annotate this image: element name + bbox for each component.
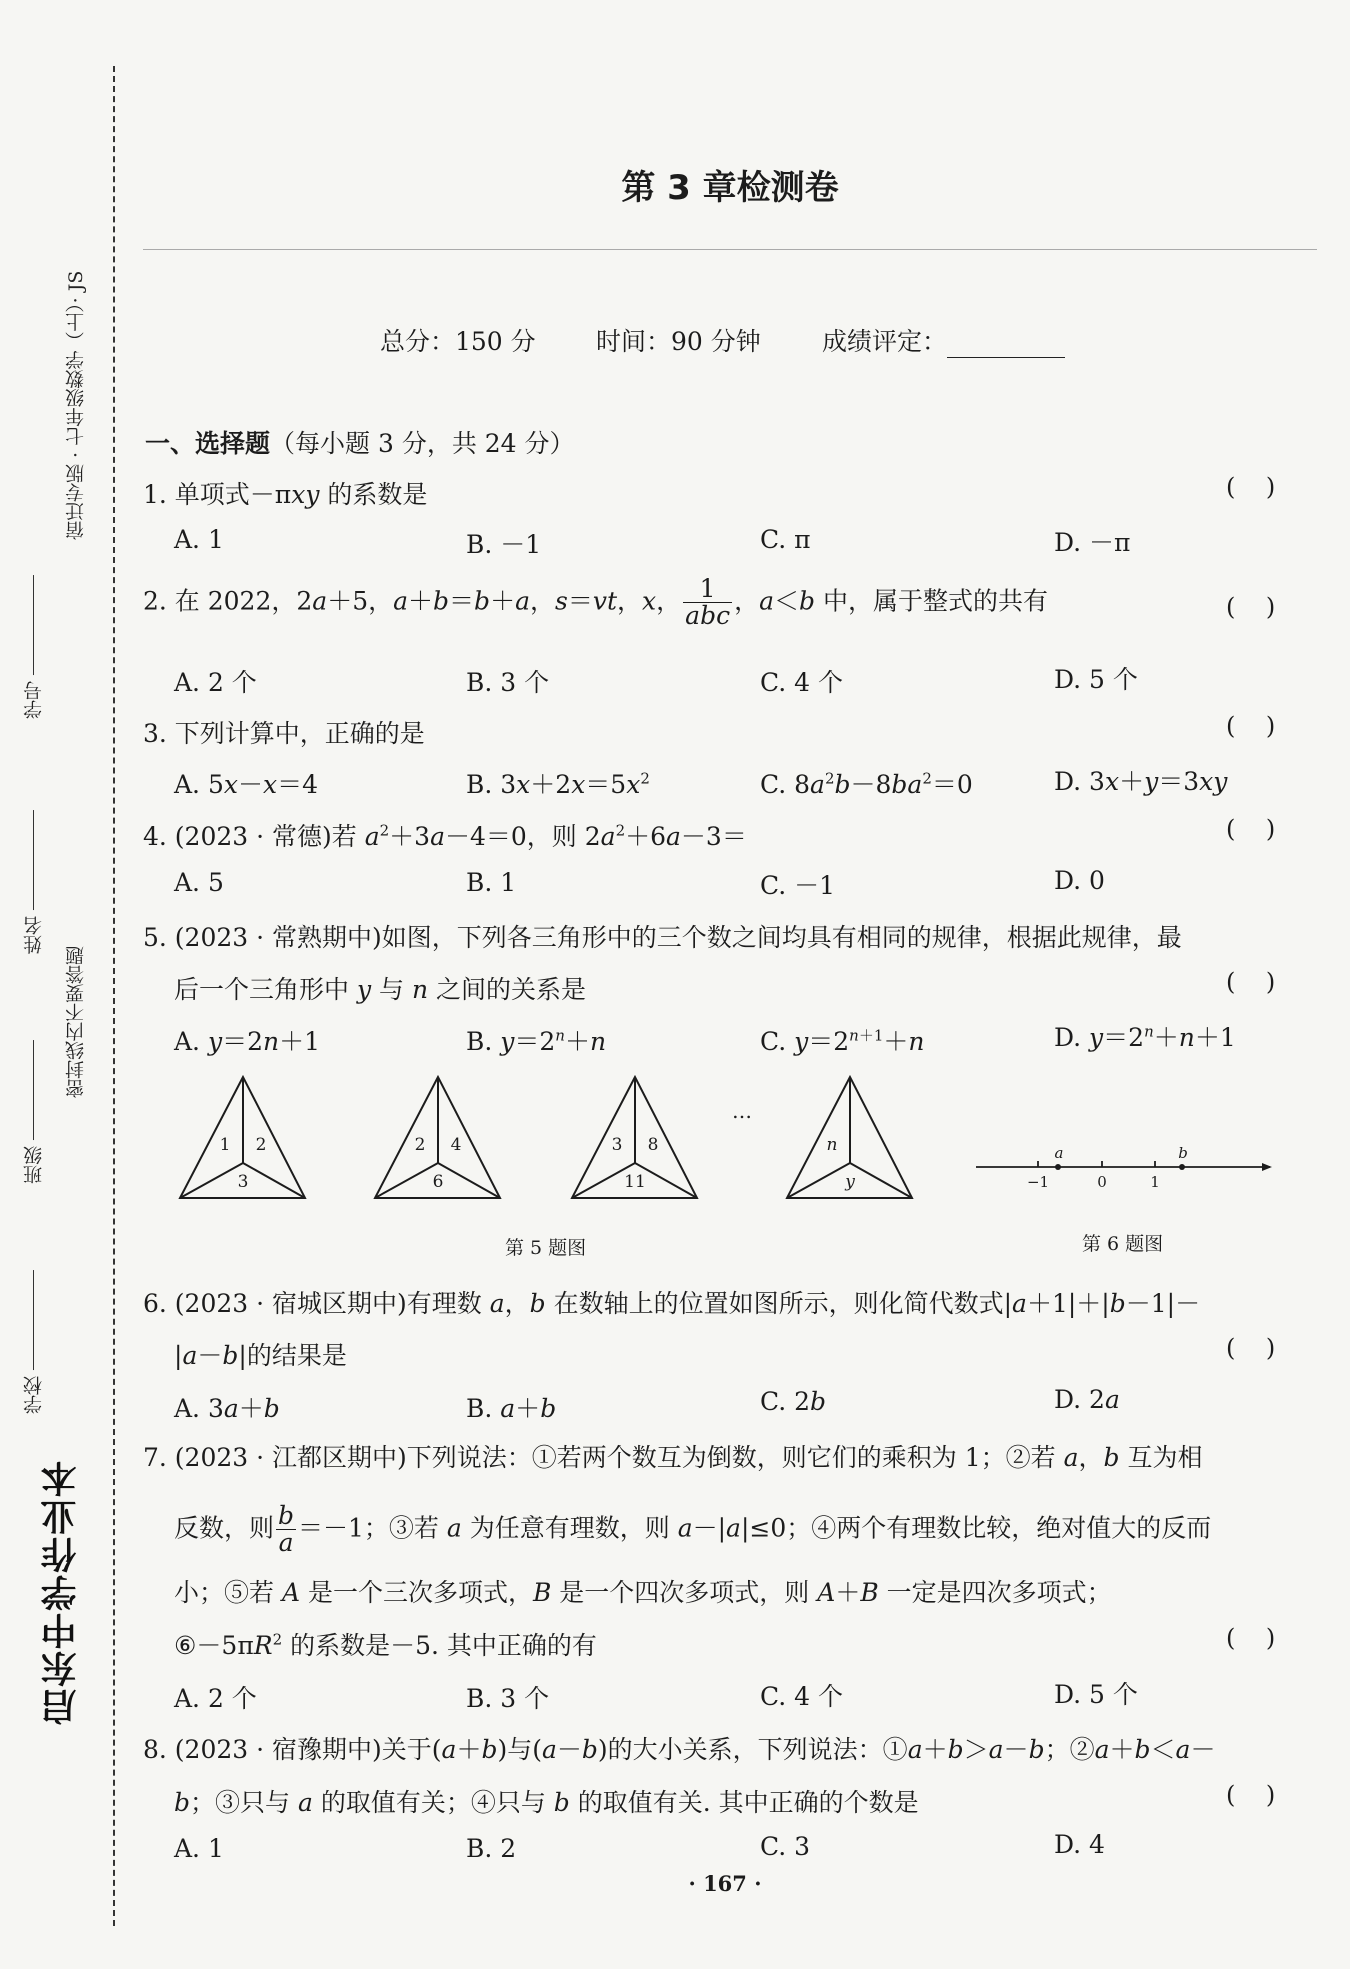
seat-label: 学号 [23,681,45,720]
q3-option-b: B. $3x+2x=5x^2$ [466,769,650,799]
title-rule [143,249,1317,250]
figure-6-caption: 第 6 题图 [1082,1233,1164,1255]
school-field [20,1270,47,1414]
q7-option-c: C. 4 个 [760,1682,843,1711]
series-label: 宿迁专版 · 七年级数学（上）· JS [65,270,87,540]
question-4: 4. (2023 · 常德)若 $a^2+3a-4=0$，则 $2a^2+6a-3=$ [143,821,747,851]
question-6-line-1: 6. (2023 · 宿城区期中)有理数 a，b 在数轴上的位置如图所示，则化简代数式|a＋1|＋|b－1|－ [143,1289,1201,1318]
class-field [20,1040,47,1184]
figure-5-triangles [170,1068,960,1233]
answer-paren-5[interactable]: ( ) [1226,968,1276,996]
answer-paren-2[interactable]: ( ) [1226,593,1276,621]
q7-option-a: A. 2 个 [174,1684,257,1713]
total-score: 总分：150 分 [380,327,536,356]
q3-option-d: D. 3x＋y＝3xy [1054,767,1228,796]
q4-option-b: B. 1 [466,868,517,897]
q6-option-c: C. 2b [760,1387,827,1416]
tick-minus-1: −1 [1026,1173,1050,1191]
q7-option-b: B. 3 个 [466,1684,550,1713]
q1-option-b: B. －1 [466,530,542,559]
question-5-line-2: 后一个三角形中 y 与 n 之间的关系是 [174,975,587,1004]
q6-option-d: D. 2a [1054,1385,1120,1414]
triangle-2-bottom: 6 [432,1172,444,1192]
q6-option-a: A. 3a＋b [174,1394,280,1423]
q8-option-b: B. 2 [466,1834,517,1863]
triangle-1-left: 1 [219,1135,231,1155]
point-a-label: a [1054,1144,1064,1162]
question-7-line-4: $⑥-5\pi R^2$ 的系数是－5. 其中正确的有 [174,1630,597,1660]
section-title: 一、选择题 [145,429,271,458]
school-label: 学校 [23,1376,45,1415]
answer-paren-6[interactable]: ( ) [1226,1334,1276,1362]
question-2: 2. 在 2022，2a＋5，a＋b＝b＋a，s＝vt，x， $\frac{1}{\text{abc}}$ ，a＜b 中，属于整式的共有 [143,574,1048,631]
triangle-3-left: 3 [611,1135,623,1155]
answer-paren-8[interactable]: ( ) [1226,1781,1276,1809]
point-b-label: b [1178,1144,1188,1162]
triangle-2-right: 4 [450,1135,462,1155]
triangle-2-left: 2 [414,1135,426,1155]
question-7-line-3: 小；⑤若 A 是一个三次多项式，B 是一个四次多项式，则 A＋B 一定是四次多项式； [174,1578,1112,1607]
no-answer-notice: 密封线内不要答题 [65,946,87,1098]
q4-option-c: C. －1 [760,871,836,900]
tick-0: 0 [1097,1173,1107,1191]
triangle-1-right: 2 [255,1135,267,1155]
q5-option-d: D. $y=2^n+n+1$ [1054,1022,1236,1052]
q5-option-b: B. $y=2^n+n$ [466,1026,607,1056]
name-label: 姓名 [23,916,45,955]
triangle-3-bottom: 11 [624,1172,646,1192]
q7-fraction: $\frac{b}{a}$ [278,1501,295,1558]
q7-option-d: D. 5 个 [1054,1680,1138,1709]
q2-option-c: C. 4 个 [760,668,843,697]
answer-paren-7[interactable]: ( ) [1226,1624,1276,1652]
q2-option-d: D. 5 个 [1054,665,1138,694]
seat-blank-line [34,575,35,675]
q3-option-a: A. 5x－x＝4 [174,770,318,799]
triangle-3-right: 8 [647,1135,659,1155]
triangle-4-bottom: y [845,1172,855,1192]
figure-5-ellipsis: … [732,1099,752,1123]
question-1: 1. 单项式－πxy 的系数是 [143,480,428,509]
page-number: · 167 · [688,1871,762,1896]
point-b-dot [1179,1164,1185,1170]
q8-option-a: A. 1 [174,1834,224,1863]
question-8-line-2: b；③只与 a 的取值有关；④只与 b 的取值有关. 其中正确的个数是 [174,1788,919,1817]
grade-field [822,322,1065,358]
answer-paren-3[interactable]: ( ) [1226,712,1276,740]
q3-option-c: C. $8a^2b-8ba^2=0$ [760,769,973,799]
name-blank-line [34,810,35,910]
brand-label: 启东中学作业本 [41,1459,82,1725]
grade-blank-line[interactable] [947,335,1065,358]
school-blank-line [34,1270,35,1370]
figure-6-number-line [970,1135,1280,1195]
time-limit: 时间：90 分钟 [596,327,761,356]
q5-option-a: A. y＝2n＋1 [174,1027,320,1056]
section-note: （每小题 3 分，共 24 分） [270,429,575,458]
question-7-line-1: 7. (2023 · 江都区期中)下列说法：①若两个数互为倒数，则它们的乘积为 1；②若 a，b 互为相 [143,1443,1203,1472]
question-5-line-1: 5. (2023 · 常熟期中)如图，下列各三角形中的三个数之间均具有相同的规律，根据此规律，最 [143,923,1182,952]
class-label: 班级 [23,1146,45,1185]
q2-option-b: B. 3 个 [466,668,550,697]
page-title: 第 3 章检测卷 [621,168,839,208]
answer-paren-1[interactable]: ( ) [1226,473,1276,501]
question-3: 3. 下列计算中，正确的是 [143,719,425,748]
answer-paren-4[interactable]: ( ) [1226,815,1276,843]
point-a-dot [1055,1164,1061,1170]
q1-option-a: A. 1 [174,525,224,554]
q8-option-d: D. 4 [1054,1830,1105,1859]
grade-label: 成绩评定： [822,327,948,356]
triangle-1-bottom: 3 [237,1172,249,1192]
q4-option-a: A. 5 [174,868,224,897]
seat-field [20,575,47,719]
question-7-line-2: 反数，则 $\frac{b}{a}$ ＝－1；③若 a 为任意有理数，则 a－|a|≤0；④两个有理数比较，绝对值大的反而 [174,1501,1212,1558]
triangle-4-left: n [826,1135,838,1155]
question-6-line-2: |a－b|的结果是 [174,1341,347,1370]
figure-5-caption: 第 5 题图 [505,1237,587,1259]
tick-1: 1 [1150,1173,1160,1191]
q2-option-a: A. 2 个 [174,668,257,697]
q1-option-c: C. π [760,525,811,554]
q5-option-c: C. $y=2^{n+1}+n$ [760,1026,925,1056]
q6-option-b: B. a＋b [466,1394,557,1423]
q2-fraction: $\frac{1}{\text{abc}}$ [685,574,731,631]
class-blank-line [34,1040,35,1140]
q1-option-d: D. －π [1054,528,1131,557]
name-field [20,810,47,954]
q8-option-c: C. 3 [760,1832,811,1861]
binding-dashed-line [113,66,115,1926]
question-8-line-1: 8. (2023 · 宿豫期中)关于(a＋b)与(a－b)的大小关系，下列说法：①a＋b＞a－b；②a＋b＜a－ [143,1735,1216,1764]
section-heading [145,424,575,460]
q4-option-d: D. 0 [1054,866,1105,895]
